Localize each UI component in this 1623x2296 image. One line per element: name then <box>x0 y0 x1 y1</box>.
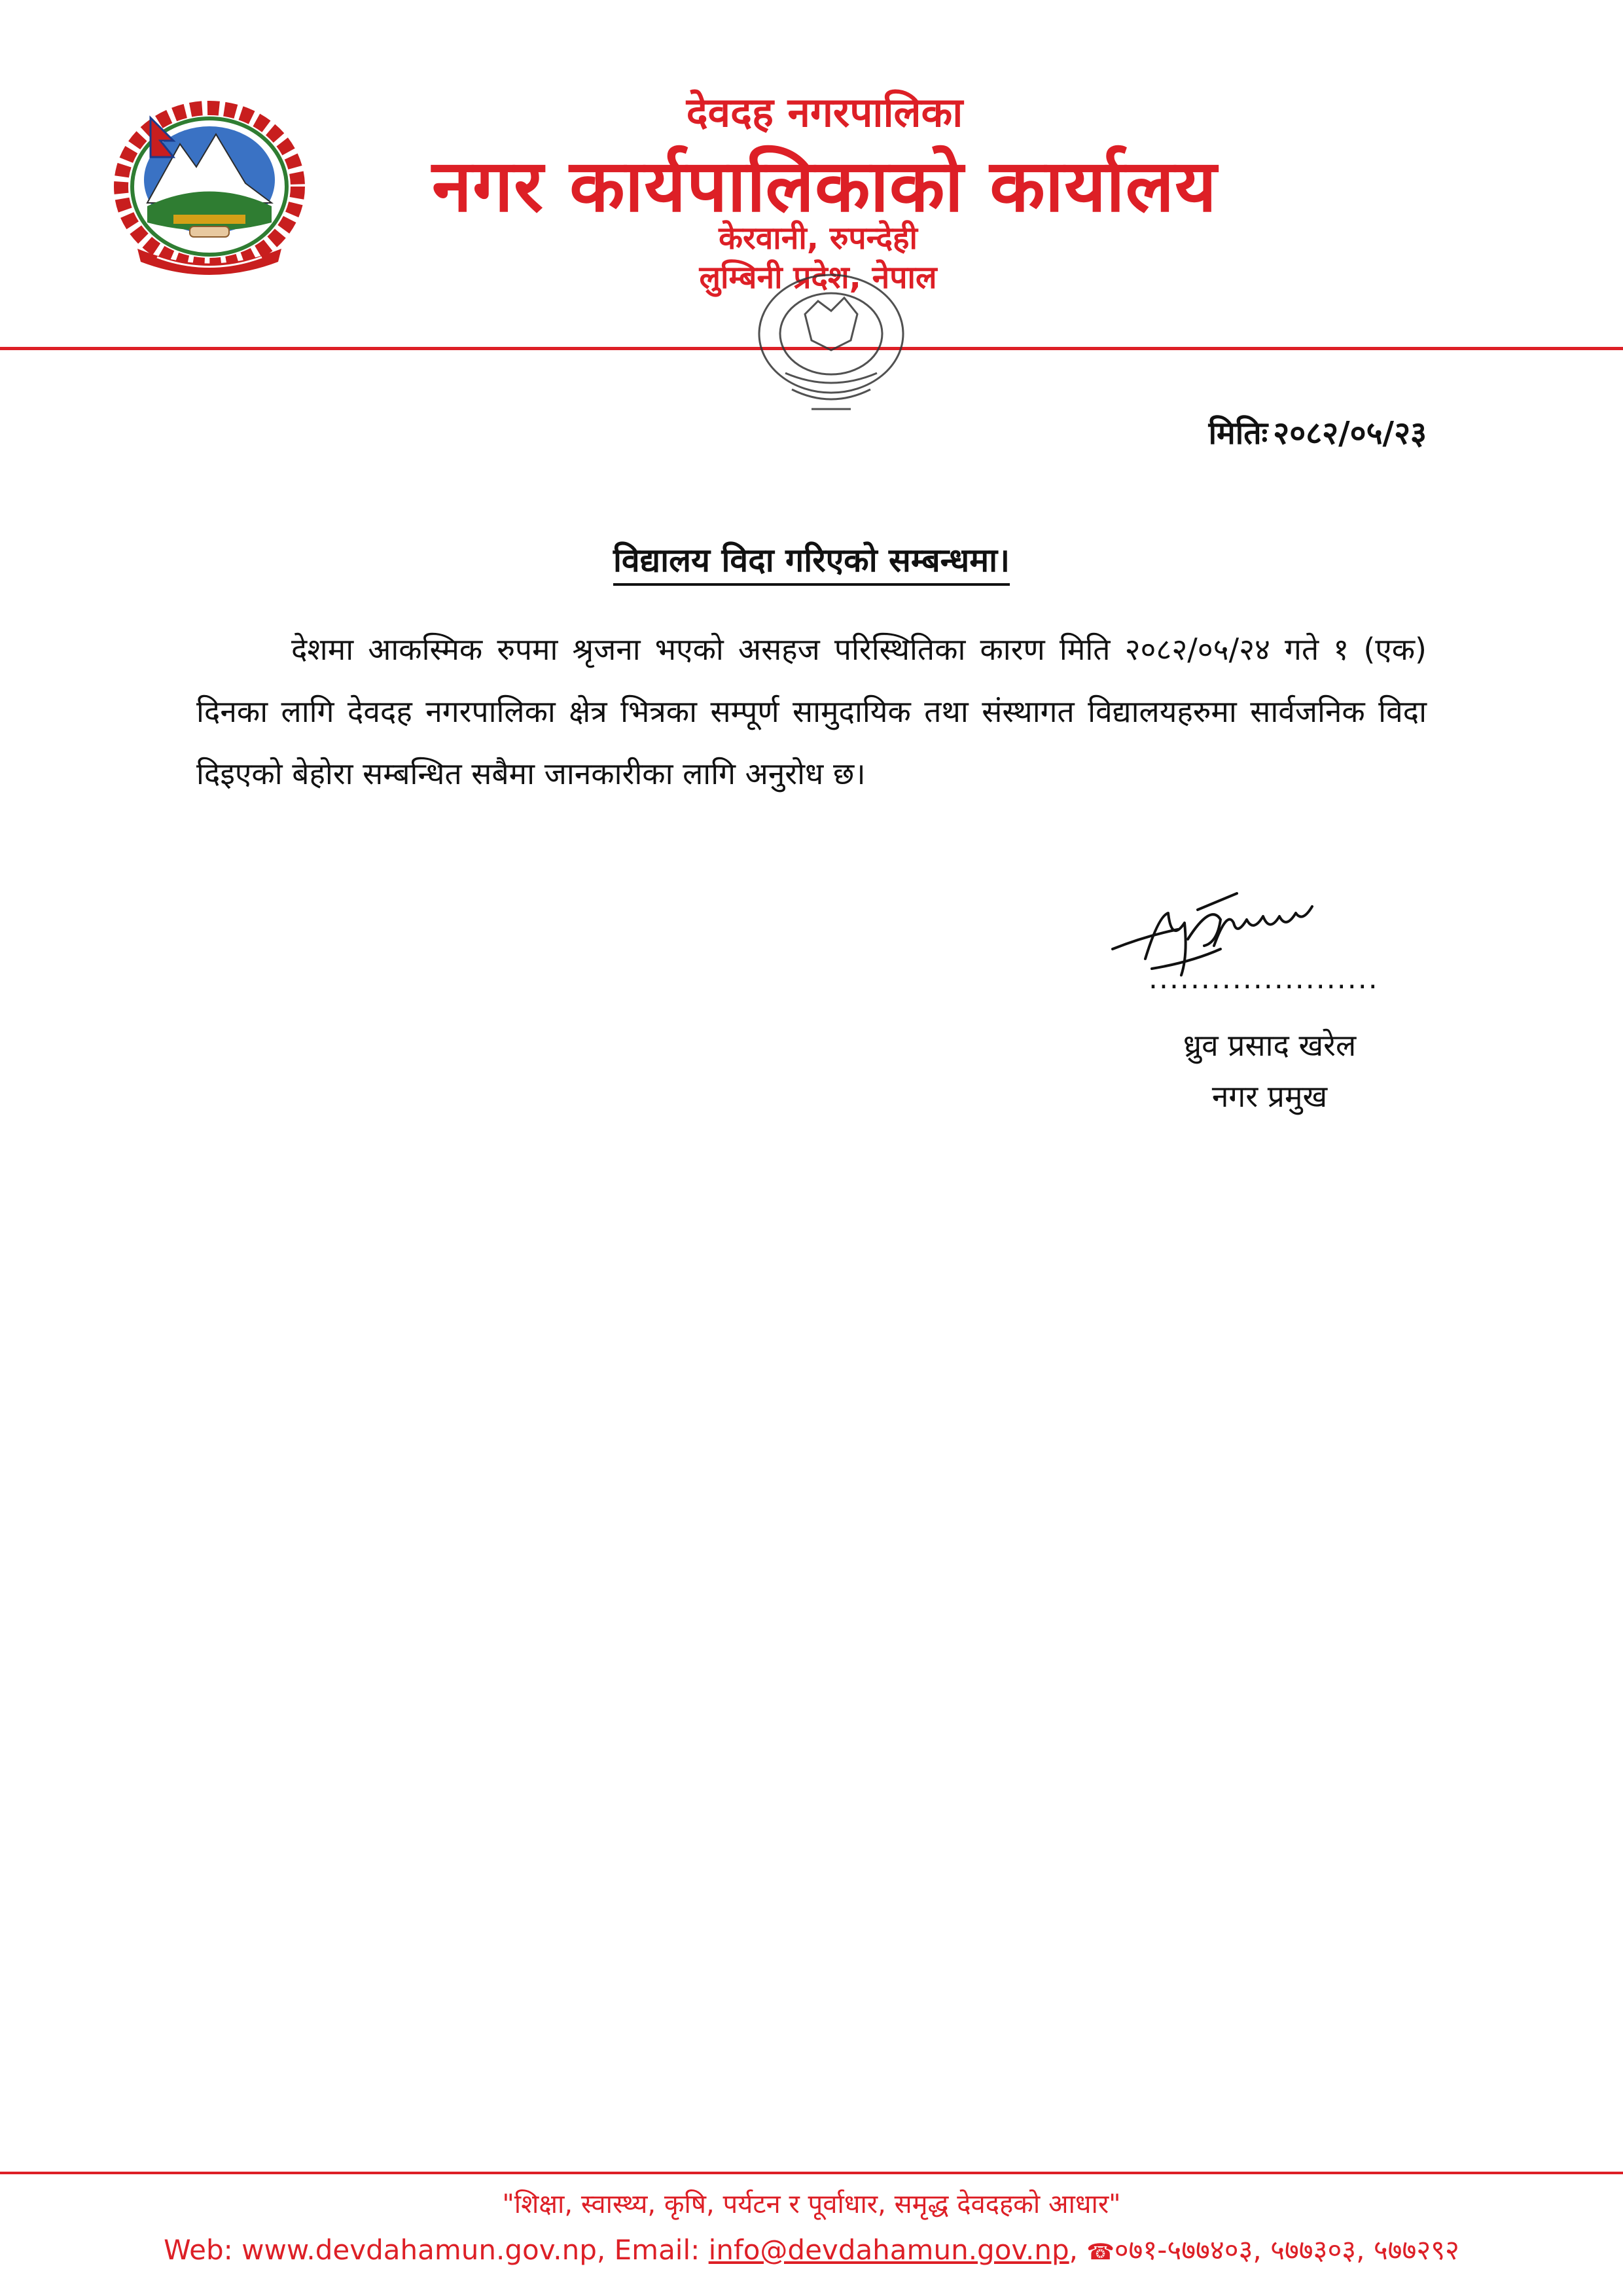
footer-contact <box>0 2231 1623 2268</box>
signatory-title: नगर प्रमुख <box>1211 1079 1328 1114</box>
date-value: २०८२/०५/२३ <box>1273 415 1427 452</box>
footer-divider <box>0 2172 1623 2174</box>
footer-separator: , <box>1069 2234 1087 2266</box>
subject-text: विद्यालय विदा गरिएको सम्बन्धमा। <box>613 541 1010 586</box>
office-seal-icon <box>713 262 949 432</box>
municipality-name: देवदह नगरपालिका <box>686 88 963 136</box>
footer-slogan: "शिक्षा, स्वास्थ्य, कृषि, पर्यटन र पूर्वाधार, समृद्ध देवदहको आधार" <box>502 2189 1121 2219</box>
signature-line: ...................... <box>1149 962 1379 996</box>
office-title: नगर कार्यपालिकाको कार्यालय <box>432 144 1217 228</box>
phone-icon: ☎ <box>1086 2239 1115 2265</box>
footer-email-link[interactable]: info@devdahamun.gov.np <box>708 2234 1069 2266</box>
letter-body: देशमा आकस्मिक रुपमा श्रृजना भएको असहज परिस्थितिका कारण मिति २०८२/०५/२४ गते १ (एक) दिनका लागि देवदह नगरपालिका क्षेत्र भित्रका सम्पूर्ण सामुदायिक तथा संस्थागत विद्यालयहरुमा सार्वजनिक विदा दिइएको बेहोरा सम्बन्धित सबैमा जानकारीका लागि अनुरोध छ। <box>196 632 1427 791</box>
footer-phone: ०७१-५७७४०३, ५७७३०३, ५७७२९२ <box>1114 2234 1459 2266</box>
letter-date <box>1209 411 1427 454</box>
footer-web: Web: www.devdahamun.gov.np, Email: <box>164 2234 709 2266</box>
signatory-name: ध्रुव प्रसाद खरेल <box>1183 1028 1357 1063</box>
address-line-2: लुम्बिनी प्रदेश, नेपाल <box>699 259 937 296</box>
date-label: मितिः <box>1208 415 1268 452</box>
letter-subject <box>0 537 1623 581</box>
address-line-1: केरवानी, रुपन्देही <box>719 220 918 257</box>
